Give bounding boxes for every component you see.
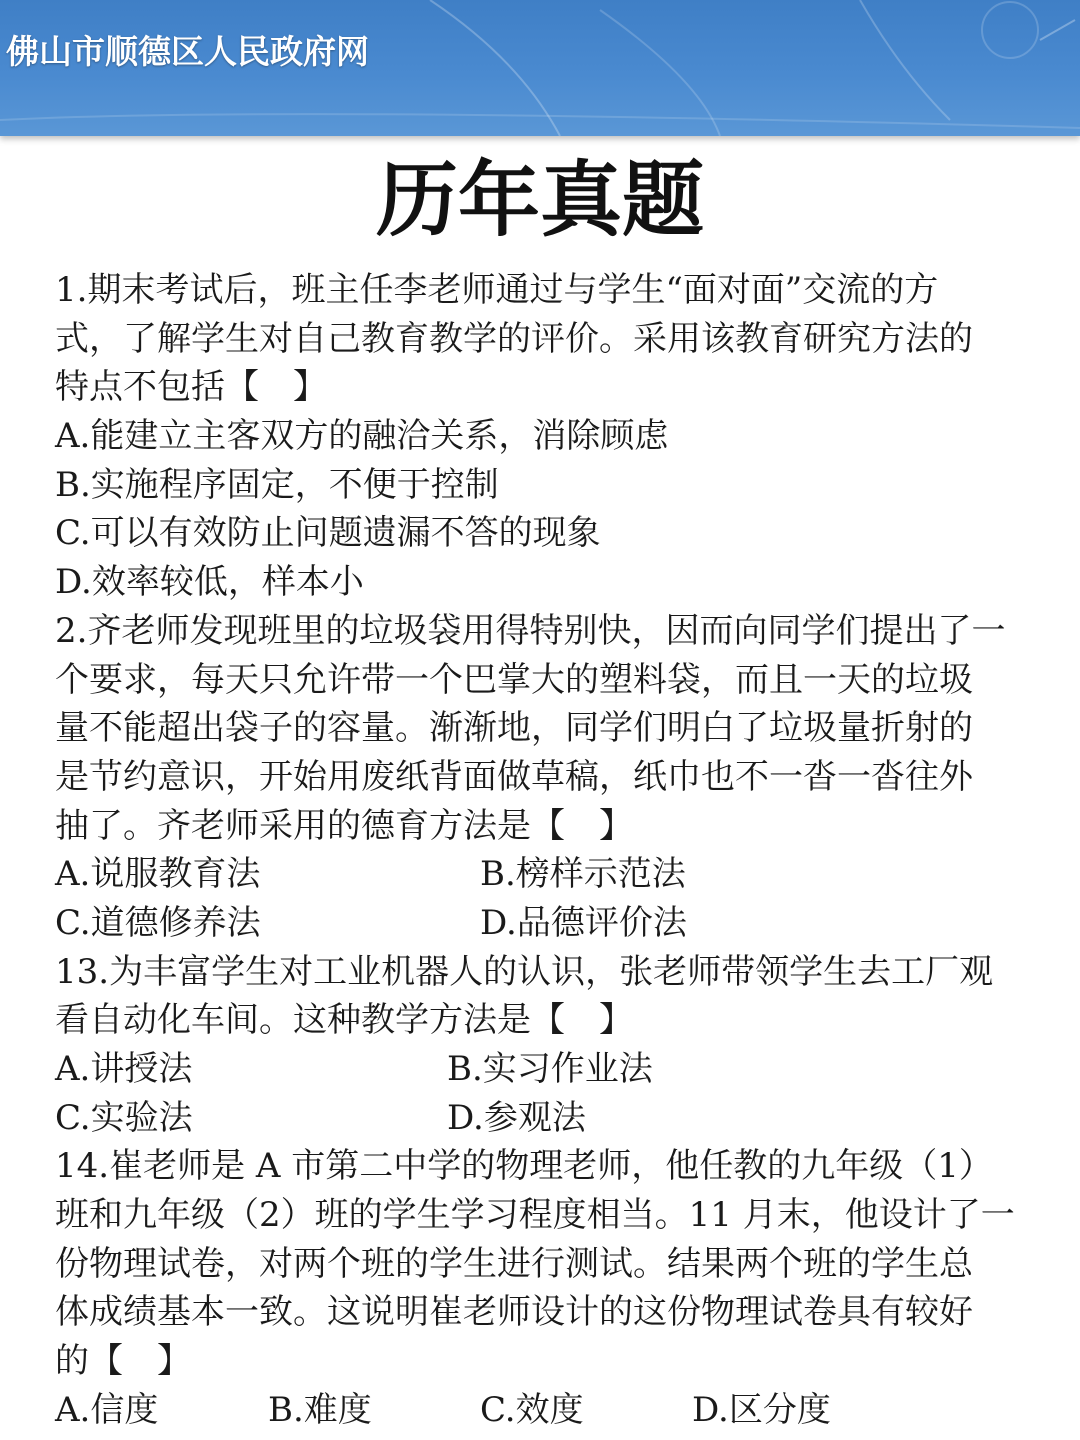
option-row <box>55 1045 1040 1094</box>
question-stem-line: 抽了。齐老师采用的德育方法是【 】 <box>55 805 633 846</box>
page-title: 历年真题 <box>375 152 704 248</box>
option-a: A.讲授法 <box>55 1049 193 1089</box>
option-c: C.实验法 <box>55 1097 193 1138</box>
option-b: B.榜样示范法 <box>480 854 686 895</box>
question-stem-line: 量不能超出袋子的容量。渐渐地，同学们明白了垃圾量折射的 <box>55 708 973 749</box>
option-row <box>55 1386 1040 1435</box>
site-header <box>0 0 1080 136</box>
question-stem-line: 1.期末考试后，班主任李老师通过与学生“面对面”交流的方 <box>55 270 939 310</box>
option-a: A.能建立主客双方的融洽关系，消除顾虑 <box>55 416 669 457</box>
option-a: A.说服教育法 <box>55 854 261 895</box>
question-13 <box>55 948 1040 1143</box>
option-row <box>55 850 1040 899</box>
question-stem-line: 的【 】 <box>55 1341 191 1382</box>
question-stem-line: 式，了解学生对自己教育教学的评价。采用该教育研究方法的 <box>55 318 973 359</box>
question-stem-line: 个要求，每天只允许带一个巴掌大的塑料袋，而且一天的垃圾 <box>55 659 973 700</box>
option-row <box>55 899 1040 948</box>
question-stem-line: 是节约意识，开始用废纸背面做草稿，纸巾也不一沓一沓往外 <box>55 756 973 797</box>
question-2 <box>55 607 1040 948</box>
option-d: D.效率较低，样本小 <box>55 562 364 603</box>
option-b: B.实习作业法 <box>447 1049 653 1089</box>
option-c: C.效度 <box>480 1389 584 1430</box>
question-1 <box>55 266 1040 607</box>
question-stem-line: 看自动化车间。这种教学方法是【 】 <box>55 1000 633 1041</box>
question-stem-line: 特点不包括【 】 <box>55 367 327 408</box>
option-d: D.参观法 <box>447 1097 586 1138</box>
option-row <box>55 1094 1040 1143</box>
option-b: B.实施程序固定，不便于控制 <box>55 464 499 505</box>
question-stem-line: 14.崔老师是 A 市第二中学的物理老师，他任教的九年级（1） <box>55 1146 993 1187</box>
option-d: D.品德评价法 <box>480 902 687 943</box>
question-stem-line: 班和九年级（2）班的学生学习程度相当。11 月末，他设计了一 <box>55 1195 1015 1236</box>
question-stem-line: 份物理试卷，对两个班的学生进行测试。结果两个班的学生总 <box>55 1243 973 1284</box>
option-b: B.难度 <box>268 1389 372 1430</box>
option-c: C.道德修养法 <box>55 902 261 943</box>
option-a: A.信度 <box>55 1389 159 1430</box>
question-stem-line: 13.为丰富学生对工业机器人的认识，张老师带领学生去工厂观 <box>55 951 994 992</box>
option-d: D.区分度 <box>692 1389 831 1430</box>
question-stem-line: 2.齐老师发现班里的垃圾袋用得特别快，因而向同学们提出了一 <box>55 610 1006 651</box>
question-14 <box>55 1142 1040 1434</box>
site-name[interactable]: 佛山市顺德区人民政府网 <box>6 32 369 71</box>
question-stem-line: 体成绩基本一致。这说明崔老师设计的这份物理试卷具有较好 <box>55 1292 973 1333</box>
question-list <box>55 266 1040 1435</box>
option-c: C.可以有效防止问题遗漏不答的现象 <box>55 513 601 554</box>
